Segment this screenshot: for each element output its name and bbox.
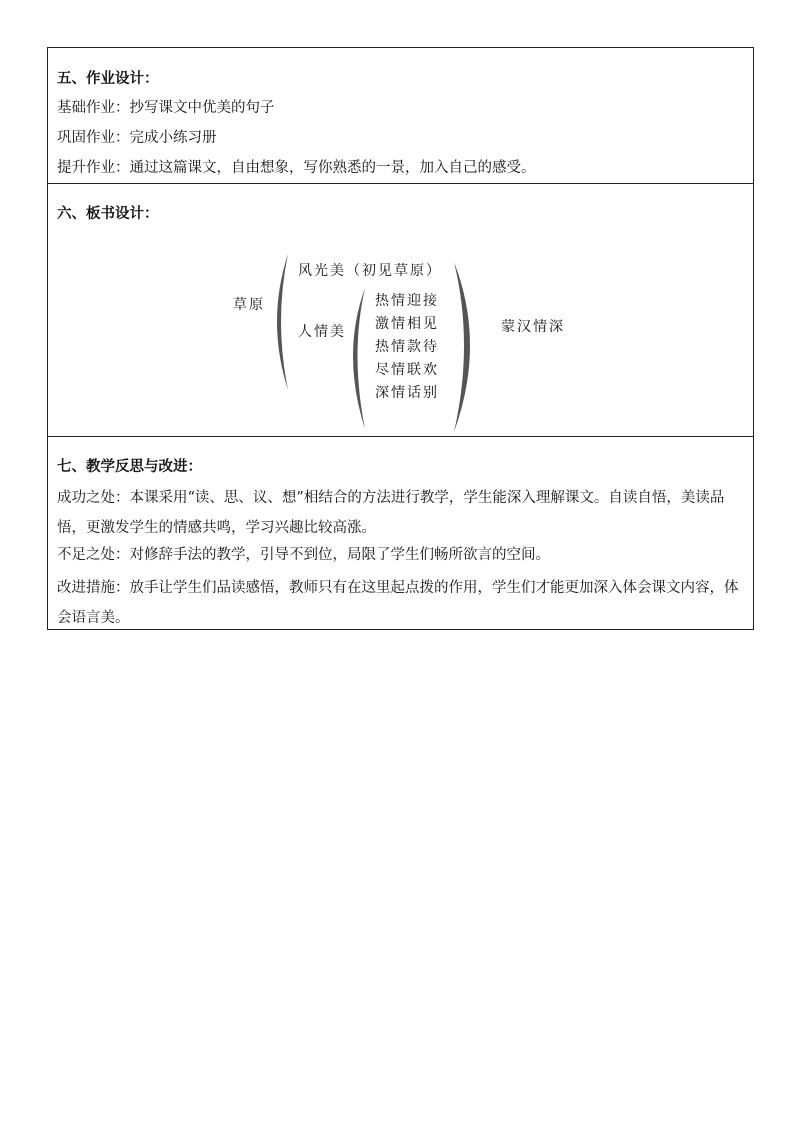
homework-advance: 提升作业：通过这篇课文，自由想象，写你熟悉的一景，加入自己的感受。 [57,160,536,176]
right-outer-brace [454,262,470,432]
homework-design-section [48,48,753,184]
board-sub-item: 热情款待 [375,339,439,355]
lesson-plan-table [47,47,754,630]
board-sub-item: 尽情联欢 [375,362,439,378]
board-branch-people: 人情美 [298,324,346,340]
board-sub-item: 热情迎接 [375,293,439,309]
reflection-section [48,437,753,629]
reflection-improvement: 改进措施：放手让学生们品读感悟，教师只有在这里起点拨的作用，学生们才能更加深入体会课文内容，体会语言美。 [57,580,739,626]
board-root: 草原 [233,297,265,313]
section-heading: 七、教学反思与改进： [57,459,202,475]
reflection-shortcoming: 不足之处：对修辞手法的教学，引导不到位，局限了学生们畅所欲言的空间。 [57,547,550,563]
left-inner-brace [353,288,365,429]
board-branch-scenery: 风光美（初见草原） [298,263,442,279]
board-diagram [48,184,753,436]
section-heading: 六、板书设计： [57,206,159,222]
board-design-section [48,184,753,437]
homework-basic: 基础作业：抄写课文中优美的句子 [57,100,275,116]
board-sub-item: 激情相见 [375,316,439,332]
homework-consolidate: 巩固作业：完成小练习册 [57,130,217,146]
board-conclusion: 蒙汉情深 [501,319,565,335]
reflection-success: 成功之处：本课采用“读、思、议、想”相结合的方法进行教学，学生能深入理解课文。自读自悟，美读品悟，更激发学生的情感共鸣，学习兴趣比较高涨。 [57,490,725,536]
board-sub-item: 深情话别 [375,385,439,401]
section-heading: 五、作业设计： [57,71,159,87]
left-outer-brace [277,254,288,390]
